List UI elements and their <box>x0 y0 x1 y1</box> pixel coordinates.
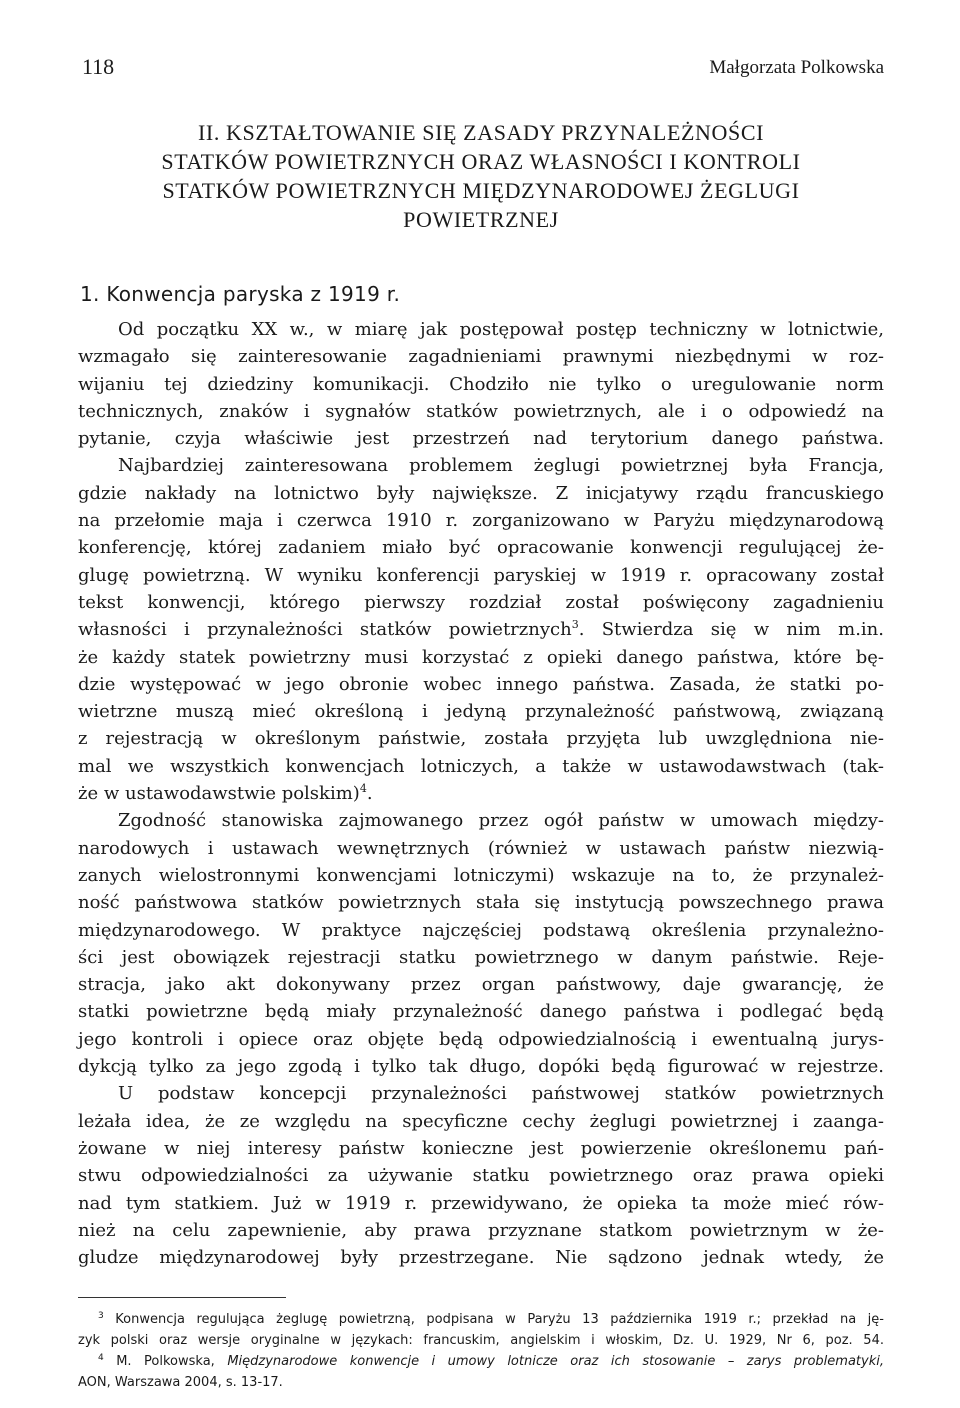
text-line-with-footnote <box>78 616 884 643</box>
footnote-number: 3 <box>98 1311 104 1321</box>
text-line: ści jest obowiązek rejestracji statku powietrznego w danym państwie. Reje- <box>78 946 884 968</box>
text-line: dzie występować w jego obronie wobec innego państwa. Zasada, że statki po- <box>78 673 884 695</box>
footnote-4-line: AON, Warszawa 2004, s. 13-17. <box>78 1375 283 1390</box>
footnote-title: Międzynarodowe konwencje i umowy lotnicze oraz ich stosowanie – zarys problematyki, <box>227 1354 884 1369</box>
text-line: wijaniu tej dziedziny komunikacji. Chodziło nie tylko o uregulowanie norm <box>78 373 884 395</box>
running-head-author: Małgorzata Polkowska <box>709 57 884 78</box>
text-segment: że w ustawodawstwie polskim) <box>78 783 360 805</box>
text-segment: . <box>366 783 373 805</box>
text-line: konferencję, której zadaniem miało być opracowanie konwencji regulującej że- <box>78 537 884 559</box>
text-line: pytanie, czyja właściwie jest przestrzeń nad terytorium danego państwa. <box>78 428 884 450</box>
text-line: leżała idea, że ze względu na specyficzne cechy żeglugi powietrznej i zaanga- <box>78 1110 884 1132</box>
chapter-title-line: STATKÓW POWIETRZNYCH ORAZ WŁASNOŚCI I KONTROLI <box>161 149 801 174</box>
text-line: tekst konwencji, którego pierwszy rozdział został poświęcony zagadnieniu <box>78 591 884 613</box>
text-line: narodowych i ustawach wewnętrznych (również w ustawach państw niezwią- <box>78 837 884 859</box>
page-header <box>78 54 884 82</box>
text-line: zanych wielostronnymi konwencjami lotniczymi) wskazuje na to, że przynależ- <box>78 864 884 886</box>
text-line: jego kontroli i opiece oraz objęte będą odpowiedzialnością i ewentualną jurys- <box>78 1028 884 1050</box>
footnote-text: Konwencja regulująca żeglugę powietrzną, podpisana w Paryżu 13 października 1919 r.; przekład na ję- <box>115 1312 884 1327</box>
footnote-ref-4[interactable]: 4 <box>359 782 367 796</box>
text-line: stwu odpowiedzialności za używanie statku powietrznego oraz prawa opieki <box>78 1165 884 1187</box>
text-line: Najbardziej zainteresowana problemem żeglugi powietrznej była Francja, <box>118 455 884 477</box>
footnote-number: 4 <box>98 1353 104 1363</box>
text-line-with-footnote <box>78 780 884 807</box>
text-segment: . Stwierdza się w nim m.in. <box>578 619 884 641</box>
text-line: gdzie nakłady na lotnictwo były największe. Z inicjatywy rządu francuskiego <box>78 482 884 504</box>
text-line: międzynarodowego. W praktyce najczęściej podstawą określenia przynależno- <box>78 919 884 941</box>
book-page <box>78 0 884 1408</box>
text-line: wzmagało się zainteresowanie zagadnieniami prawnymi niezbędnymi w roz- <box>78 346 884 368</box>
text-line: U podstaw koncepcji przynależności państwowej statków powietrznych <box>118 1083 884 1105</box>
text-line: nież na celu zapewnienie, aby prawa przyznane statkom powietrznym w że- <box>78 1219 884 1241</box>
text-line: wietrzne muszą mieć określoną i jedyną przynależność państwową, związaną <box>78 701 884 723</box>
footnote-3-line <box>78 1309 884 1330</box>
text-line: Od początku XX w., w miarę jak postępował postęp techniczny w lotnictwie, <box>118 319 884 340</box>
page-number: 118 <box>82 54 115 79</box>
section-heading: 1. Konwencja paryska z 1919 r. <box>80 282 401 306</box>
footnote-ref-3[interactable]: 3 <box>571 618 579 632</box>
footnotes <box>78 1309 884 1393</box>
text-line: mal we wszystkich konwencjach lotniczych, a także w ustawodawstwach (tak- <box>78 755 884 777</box>
text-line: stracja, jako akt dokonywany przez organ państwowy, daje gwarancję, że <box>78 974 884 996</box>
chapter-title-line: POWIETRZNEJ <box>403 207 559 232</box>
body-text <box>78 316 884 1271</box>
footnote-separator <box>78 1297 286 1298</box>
footnote-author: M. Polkowska, <box>116 1354 215 1369</box>
footnote-3-line: zyk polski oraz wersje oryginalne w językach: francuskim, angielskim i włoskim, Dz. U. 1929, Nr 6, poz. 54. <box>78 1333 884 1348</box>
footnote-4-line <box>78 1351 884 1372</box>
text-line: Zgodność stanowiska zajmowanego przez ogół państw w umowach między- <box>118 810 884 832</box>
text-line: technicznych, znaków i sygnałów statków powietrznych, ale i o odpowiedź na <box>78 400 884 422</box>
chapter-title <box>78 118 884 234</box>
text-line: dykcją tylko za jego zgodą i tylko tak długo, dopóki będą figurować w rejestrze. <box>78 1056 884 1078</box>
text-line: z rejestracją w określonym państwie, została przyjęta lub uwzględniona nie- <box>78 728 884 750</box>
text-line: że każdy statek powietrzny musi korzystać z opieki danego państwa, które bę- <box>78 646 884 668</box>
text-line: ność państwowa statków powietrznych stała się instytucją powszechnego prawa <box>78 892 884 914</box>
chapter-title-line: II. KSZTAŁTOWANIE SIĘ ZASADY PRZYNALEŻNOŚCI <box>197 120 765 145</box>
text-line: na przełomie maja i czerwca 1910 r. zorganizowano w Paryżu międzynarodową <box>78 510 884 532</box>
text-line: statki powietrzne będą miały przynależność danego państwa i podlegać będą <box>78 1001 884 1023</box>
text-segment: własności i przynależności statków powietrznych <box>78 619 572 641</box>
text-line: nad tym statkiem. Już w 1919 r. przewidywano, że opieka ta może mieć rów- <box>78 1192 884 1214</box>
text-line: gludze międzynarodowej były przestrzegane. Nie sądzono jednak wtedy, że <box>78 1247 884 1269</box>
text-line: glugę powietrzną. W wyniku konferencji paryskiej w 1919 r. opracowany został <box>78 564 884 586</box>
text-line: żowane w niej interesy państw konieczne jest powierzenie określonemu pań- <box>78 1137 884 1159</box>
chapter-title-line: STATKÓW POWIETRZNYCH MIĘDZYNARODOWEJ ŻEGLUGI <box>162 178 800 203</box>
